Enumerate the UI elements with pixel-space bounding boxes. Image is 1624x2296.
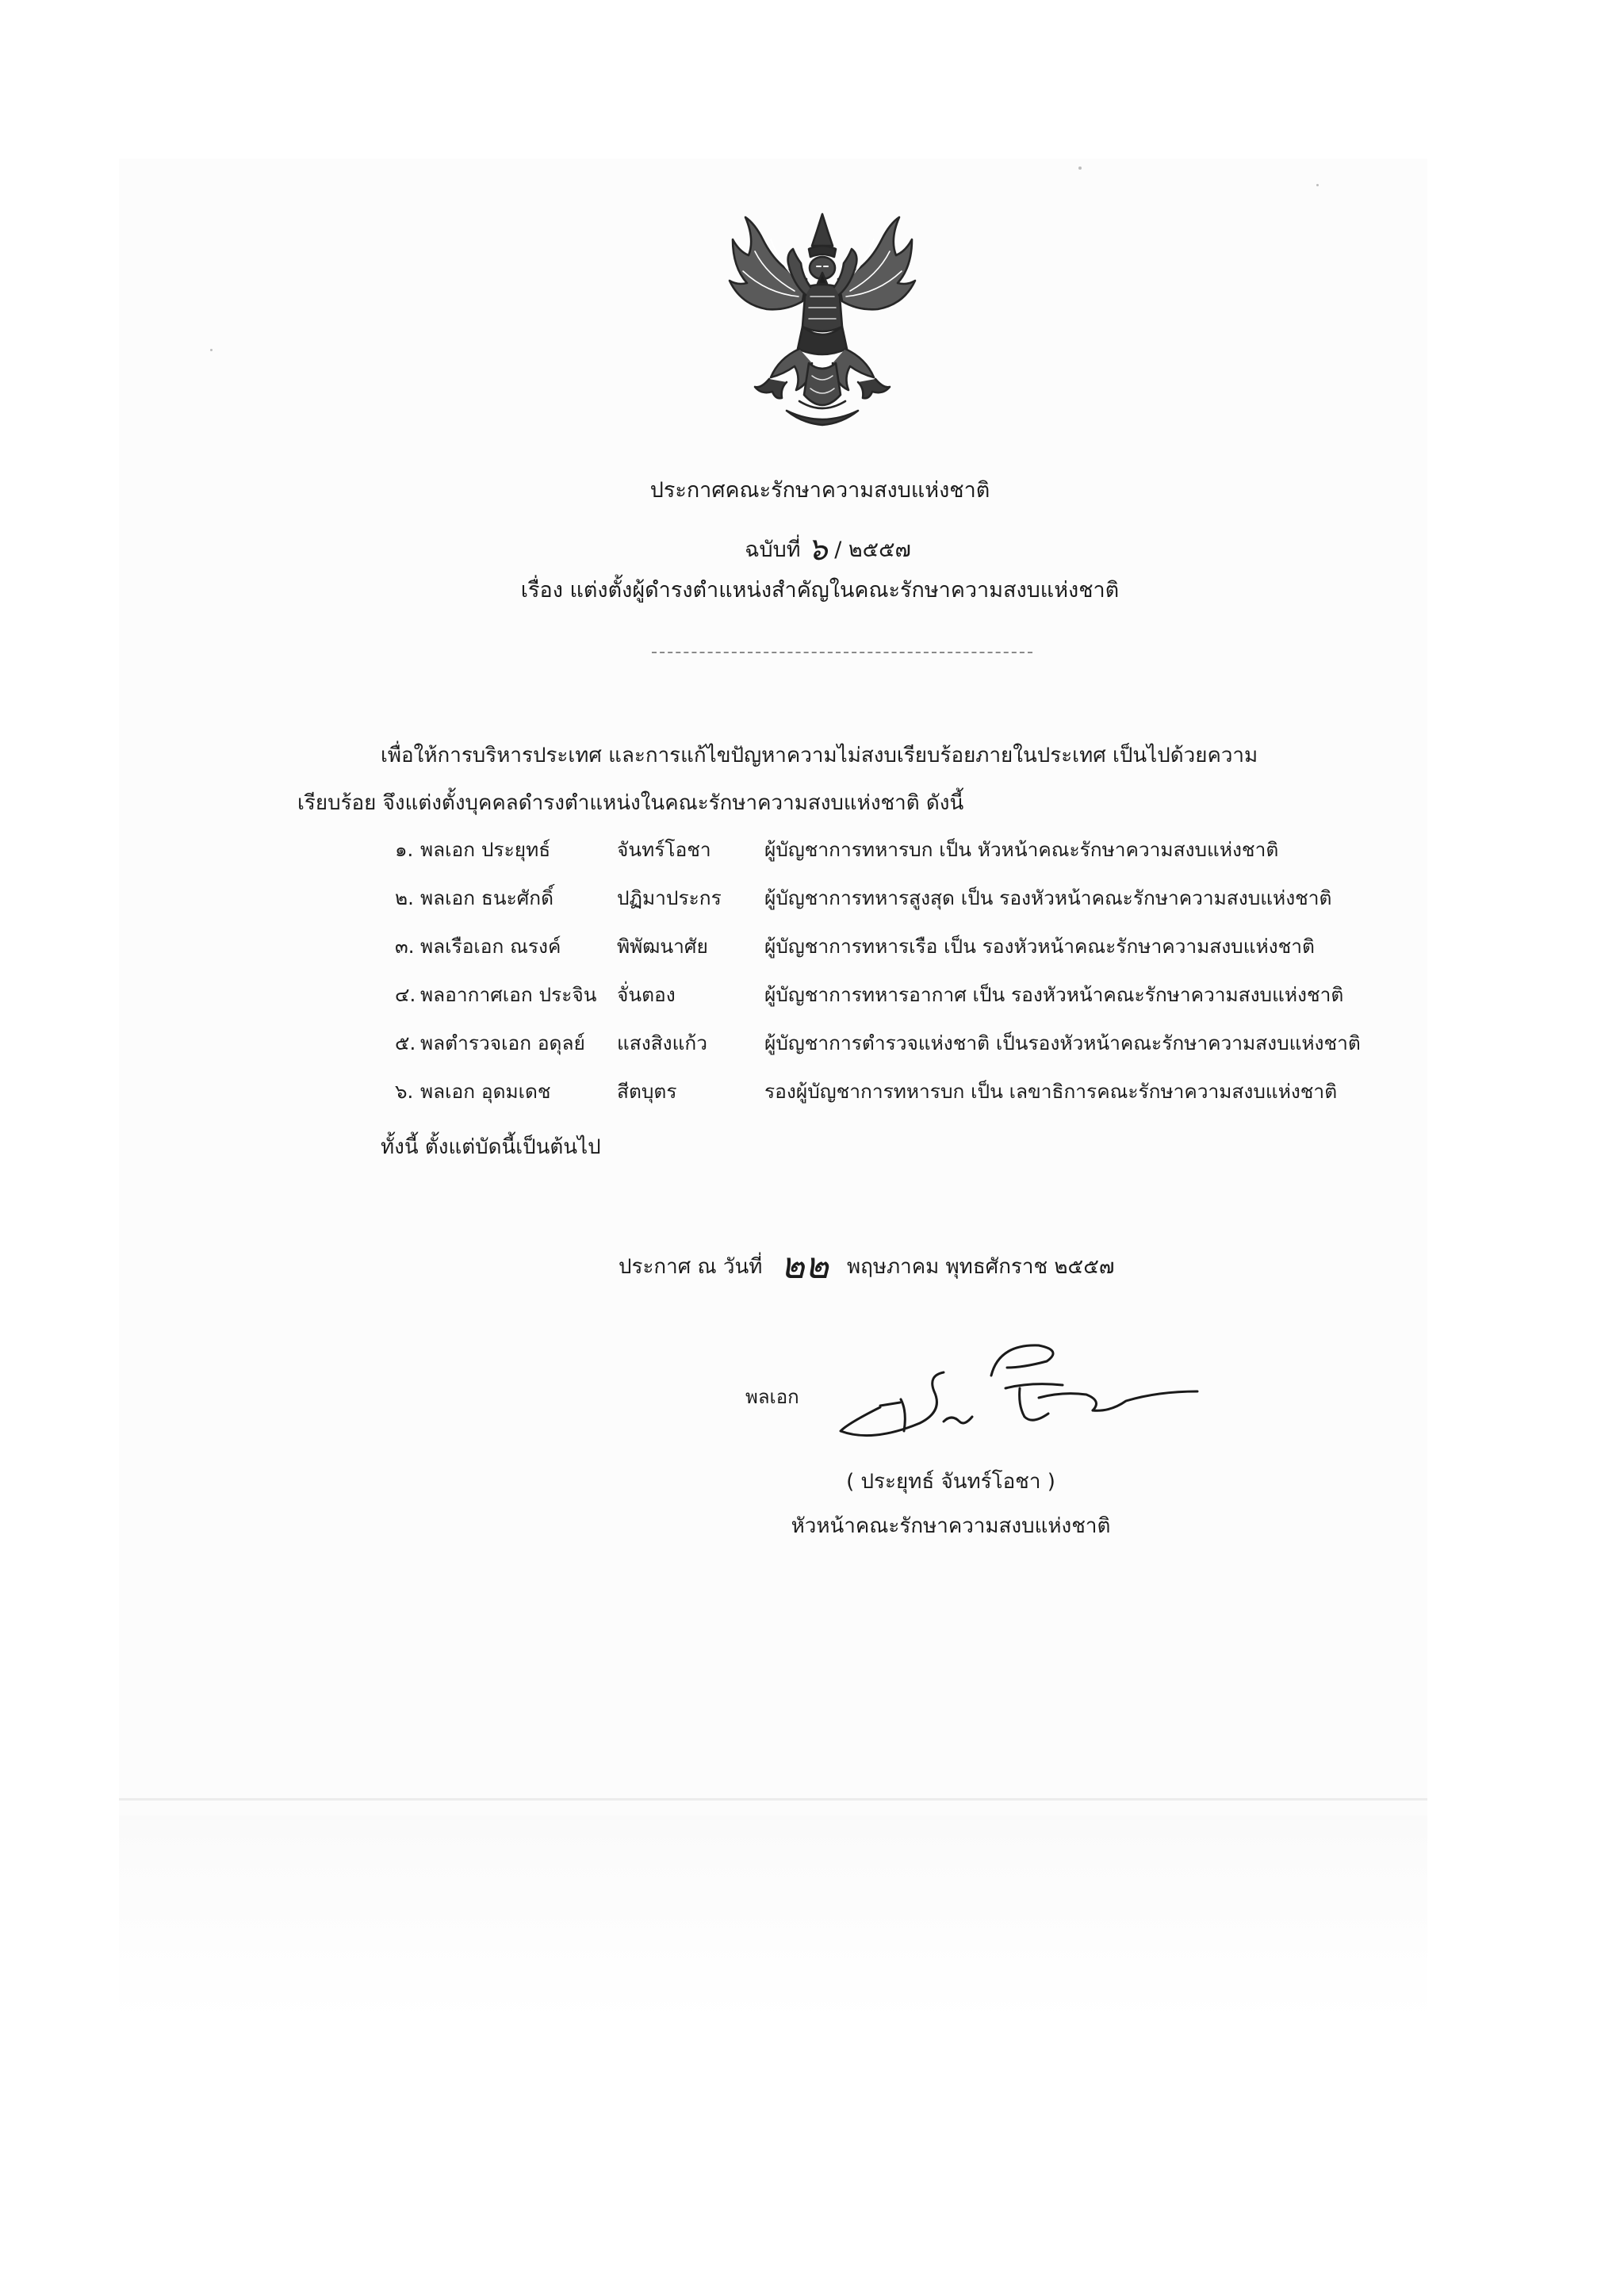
date-prefix: ประกาศ ณ วันที่ <box>619 1255 763 1279</box>
effective-clause: ทั้งนี้ ตั้งแต่บัดนี้เป็นต้นไป <box>381 1135 601 1159</box>
garuda-emblem-icon <box>723 208 921 430</box>
signatory-title: หัวหน้าคณะรักษาความสงบแห่งชาติ <box>791 1514 1111 1538</box>
number-suffix: / ๒๕๕๗ <box>834 538 911 562</box>
announcement-subject: เรื่อง แต่งตั้งผู้ดำรงตำแหน่งสำคัญในคณะรักษาความสงบแห่งชาติ <box>520 578 1120 603</box>
member-position: ผู้บัญชาการทหารเรือ เป็น รองหัวหน้าคณะรักษาความสงบแห่งชาติ <box>764 935 1315 958</box>
scan-speck <box>1078 166 1082 170</box>
dashed-divider <box>652 652 1032 653</box>
member-surname: พิพัฒนาศัย <box>617 935 708 958</box>
number-prefix: ฉบับที่ <box>745 538 801 562</box>
member-rank-firstname: พลเอก อุดมเดช <box>420 1080 551 1103</box>
handwritten-number: ๖ <box>807 531 828 568</box>
date-suffix: พฤษภาคม พุทธศักราช ๒๕๕๗ <box>846 1255 1115 1279</box>
member-number: ๖. <box>395 1080 414 1103</box>
member-position: ผู้บัญชาการทหารบก เป็น หัวหน้าคณะรักษาความสงบแห่งชาติ <box>764 838 1279 861</box>
member-position: รองผู้บัญชาการทหารบก เป็น เลขาธิการคณะรักษาความสงบแห่งชาติ <box>764 1080 1338 1103</box>
member-rank-firstname: พลอากาศเอก ประจิน <box>420 983 597 1006</box>
intro-paragraph-line-2: เรียบร้อย จึงแต่งตั้งบุคคลดำรงตำแหน่งในคณะรักษาความสงบแห่งชาติ ดังนี้ <box>297 791 964 815</box>
member-number: ๓. <box>395 935 415 958</box>
announcement-date <box>619 1237 1114 1295</box>
member-position: ผู้บัญชาการทหารอากาศ เป็น รองหัวหน้าคณะรักษาความสงบแห่งชาติ <box>764 983 1344 1006</box>
intro-paragraph-line-1: เพื่อให้การบริหารประเทศ และการแก้ไขปัญหาความไม่สงบเรียบร้อยภายในประเทศ เป็นไปด้วยความ <box>381 744 1258 767</box>
member-number: ๕. <box>395 1031 416 1054</box>
scan-shadow <box>119 1816 1427 2022</box>
announcement-number <box>16 523 1624 574</box>
member-surname: แสงสิงแก้ว <box>617 1031 708 1054</box>
member-surname: สีตบุตร <box>617 1080 677 1103</box>
announcement-title: ประกาศคณะรักษาความสงบแห่งชาติ <box>649 478 990 503</box>
member-rank-firstname: พลตำรวจเอก อดุลย์ <box>420 1031 585 1054</box>
scan-speck <box>1316 184 1319 186</box>
scan-speck <box>210 349 213 351</box>
member-number: ๔. <box>395 983 416 1006</box>
member-surname: ปฏิมาประกร <box>617 886 722 909</box>
handwritten-day: ๒๒ <box>780 1244 829 1287</box>
signatory-name: ( ประยุทธ์ จันทร์โอชา ) <box>846 1470 1055 1494</box>
member-number: ๑. <box>395 838 414 861</box>
member-position: ผู้บัญชาการทหารสูงสุด เป็น รองหัวหน้าคณะรักษาความสงบแห่งชาติ <box>764 886 1332 909</box>
signatory-rank: พลเอก <box>745 1386 799 1408</box>
member-surname: จันทร์โอชา <box>617 838 711 861</box>
member-rank-firstname: พลเรือเอก ณรงค์ <box>420 935 561 958</box>
member-surname: จั่นตอง <box>617 983 676 1006</box>
member-position: ผู้บัญชาการตำรวจแห่งชาติ เป็นรองหัวหน้าคณะรักษาความสงบแห่งชาติ <box>764 1031 1361 1054</box>
member-rank-firstname: พลเอก ธนะศักดิ์ <box>420 886 554 909</box>
member-number: ๒. <box>395 886 414 909</box>
scan-edge-line <box>119 1798 1427 1800</box>
member-rank-firstname: พลเอก ประยุทธ์ <box>420 838 551 861</box>
signature-icon <box>825 1312 1213 1455</box>
